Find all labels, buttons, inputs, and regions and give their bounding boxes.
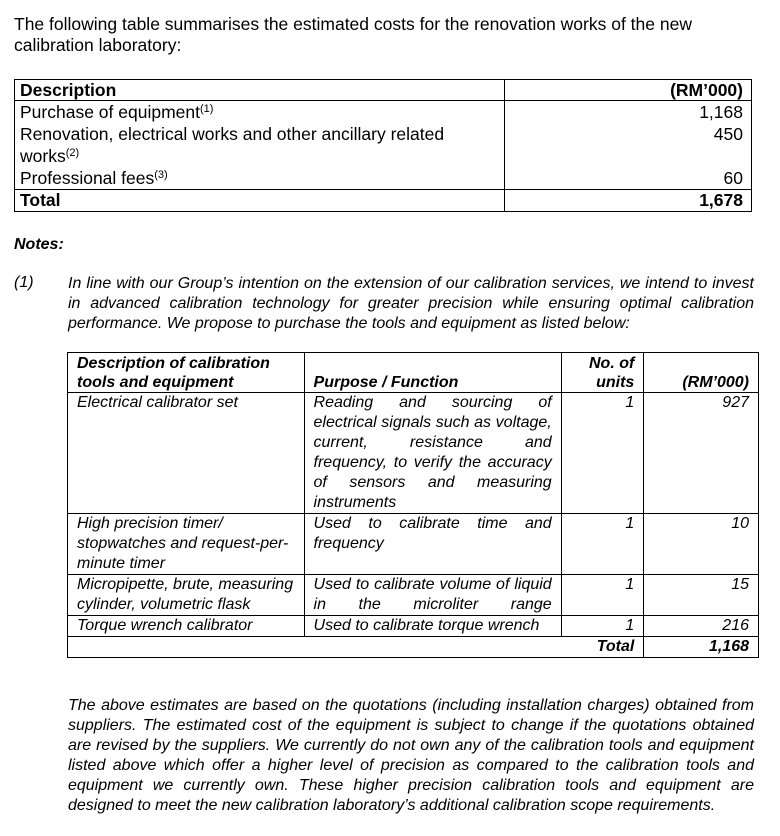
units-header: No. of units (561, 353, 644, 393)
table-header-row (15, 80, 752, 101)
equipment-amount: 216 (644, 616, 759, 637)
equipment-purpose: Reading and sourcing of electrical signals such as voltage, current, resistance and frequency, to verify the accuracy of sensors and measuring instruments (304, 393, 561, 514)
notes-title: Notes: (14, 236, 64, 253)
table-row (15, 123, 752, 167)
table-header-row (68, 353, 759, 393)
note-reference: (2) (65, 147, 80, 159)
table-row (68, 514, 759, 575)
equipment-purpose: Used to calibrate torque wrench (304, 616, 561, 637)
description-header: Description (15, 80, 505, 101)
cost-summary-table (14, 79, 752, 212)
row-amount: 1,168 (505, 101, 752, 124)
equipment-units: 1 (561, 616, 644, 637)
table-row (15, 101, 752, 124)
total-amount: 1,678 (505, 190, 752, 212)
note-reference: (1) (199, 103, 214, 115)
note-number: (1) (14, 274, 34, 291)
total-amount: 1,168 (644, 637, 759, 658)
table-row (68, 575, 759, 616)
equipment-units: 1 (561, 393, 644, 514)
note-reference: (3) (154, 169, 168, 181)
equipment-purpose: Used to calibrate time and frequency (304, 514, 561, 575)
equipment-description-header: Description of calibration tools and equipment (68, 353, 305, 393)
row-amount: 450 (505, 123, 752, 167)
equipment-table (67, 352, 759, 658)
equipment-description: Torque wrench calibrator (68, 616, 305, 637)
intro-paragraph: The following table summarises the estimated costs for the renovation works of the new calibration laboratory: (14, 14, 692, 55)
equipment-description: Electrical calibrator set (68, 393, 305, 514)
closing-paragraph: The above estimates are based on the quotations (including installation charges) obtained from suppliers. The estimated cost of the equipment is subject to change if the quotations obtained are revised by the suppliers. We currently do not own any of the calibration tools and equipment listed above which offer a higher level of precision as compared to the calibration tools and equipment we currently own. These higher precision calibration tools and equipment are designed to meet the new calibration laboratory’s additional calibration scope requirements. (68, 697, 754, 814)
table-row (68, 616, 759, 637)
equipment-units: 1 (561, 575, 644, 616)
purpose-header: Purpose / Function (304, 353, 561, 393)
total-label: Total (68, 637, 644, 658)
equipment-amount: 10 (644, 514, 759, 575)
equipment-amount: 927 (644, 393, 759, 514)
equipment-description: Micropipette, brute, measuring cylinder, volumetric flask (68, 575, 305, 616)
equipment-units: 1 (561, 514, 644, 575)
table-row (15, 167, 752, 190)
equipment-purpose: Used to calibrate volume of liquid in the microliter range (304, 575, 561, 616)
row-description: Renovation, electrical works and other ancillary related works$^{(2)}$ (15, 123, 505, 167)
total-label: Total (15, 190, 505, 212)
total-row (15, 190, 752, 212)
equipment-amount: 15 (644, 575, 759, 616)
row-description: Professional fees$^{(3)}$ (15, 167, 505, 190)
table-row (68, 393, 759, 514)
note-text: In line with our Group’s intention on the extension of our calibration services, we intend to invest in advanced calibration technology for greater precision while ensuring optimal calibration performance. We propose to purchase the tools and equipment as listed below: (68, 275, 754, 332)
row-description: Purchase of equipment$^{(1)}$ (15, 101, 505, 124)
equipment-description: High precision timer/ stopwatches and request-per-minute timer (68, 514, 305, 575)
amount-header: (RM’000) (644, 353, 759, 393)
total-row (68, 637, 759, 658)
row-amount: 60 (505, 167, 752, 190)
amount-header: (RM’000) (505, 80, 752, 101)
